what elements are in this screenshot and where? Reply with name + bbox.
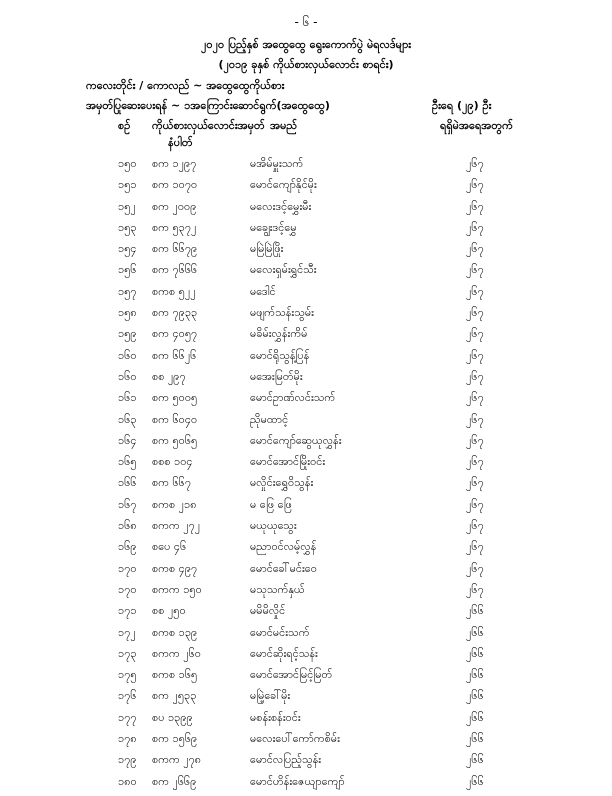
vote-count: ၂၆၇ xyxy=(466,178,484,192)
candidate-id: စပေ ၄၆ xyxy=(152,540,187,554)
table-row xyxy=(0,519,612,540)
candidate-name: မမြဲ့ခေါ်မိုး xyxy=(250,689,291,703)
candidate-id: စကက ၁၅၀ xyxy=(152,582,202,596)
row-number: ၁၆၈ xyxy=(118,519,137,533)
table-row xyxy=(0,626,612,647)
table-row xyxy=(0,775,612,796)
row-number: ၁၆၉ xyxy=(118,540,137,554)
vote-count: ၂၆၇ xyxy=(466,327,484,341)
vote-count: ၂၆၇ xyxy=(466,412,484,426)
vote-count: ၂၆၇ xyxy=(466,540,484,554)
vote-count: ၂၆၇ xyxy=(466,306,484,320)
table-row xyxy=(0,434,612,455)
table-row xyxy=(0,753,612,774)
vote-count: ၂၆၆ xyxy=(466,689,484,703)
row-number: ၁၇၅ xyxy=(118,668,137,682)
vote-count: ၂၆၇ xyxy=(466,433,484,447)
candidate-id: စက ၄၀၅၇ xyxy=(152,327,198,341)
candidate-name: မောင်ရိုသွန့်ပြန် xyxy=(250,348,310,362)
row-number: ၁၅၄ xyxy=(118,242,137,256)
candidate-id: စက ၁၅၆၉ xyxy=(152,732,198,746)
vote-count: ၂၆၇ xyxy=(466,369,484,383)
table-row xyxy=(0,200,612,221)
page-number: - ၆ - xyxy=(294,15,318,29)
candidate-name: မဒေါင် xyxy=(250,284,276,298)
candidate-name: မယုယုသွေး xyxy=(250,519,297,533)
vote-count: ၂၆၆ xyxy=(466,710,484,724)
candidate-id: စက ၇၆၆၆ xyxy=(152,263,198,277)
candidate-id: စက ၆၀၄၀ xyxy=(152,412,198,426)
candidate-id: စက ၆၆၂၆ xyxy=(152,348,197,362)
table-row xyxy=(0,732,612,753)
vote-count: ၂၆၆ xyxy=(466,668,484,682)
row-number: ၁၅၁ xyxy=(118,178,137,192)
document-title: ၂၀၂၀ ပြည့်နှစ် အထွေထွေ ရွေးကောက်ပွဲ မဲရလဒ်များ xyxy=(200,38,412,51)
candidate-name: မ ဖြေ ဖြေ xyxy=(250,497,292,511)
row-number: ၁၅၀ xyxy=(118,157,137,170)
candidate-id: စက ၇၉၃၃ xyxy=(152,306,198,320)
row-number: ၁၅၉ xyxy=(118,327,137,341)
vote-count: ၂၆၇ xyxy=(466,263,484,277)
row-number: ၁၆၇ xyxy=(118,497,137,511)
candidate-name: မောင်မင်းသက် xyxy=(250,625,310,639)
row-number: ၁၆၀ xyxy=(118,369,137,383)
table-row xyxy=(0,562,612,583)
candidate-name: မသုသက်နှယ် xyxy=(250,582,305,596)
candidate-id: စကစ ၁၃၉ xyxy=(152,625,198,639)
candidate-name: မောင်အောင်မြိုးဝင်း xyxy=(250,455,326,469)
vote-count: ၂၆၇ xyxy=(466,561,484,575)
candidate-id: စစ ၂၉၇ xyxy=(152,369,186,383)
vote-count: ၂၆၆ xyxy=(466,732,484,746)
table-row xyxy=(0,476,612,497)
candidate-name: မမြဲမြဲဖြိုး xyxy=(250,242,284,256)
row-number: ၁၅၆ xyxy=(118,263,137,277)
candidate-name: မညာဝင်လမ့်လွှန် xyxy=(250,540,317,554)
candidate-id: စပ ၁၃၉၉ xyxy=(152,710,193,724)
table-row xyxy=(0,242,612,263)
vote-count: ၂၆၆ xyxy=(466,625,484,639)
document-subtitle: (၂၀၁၉ ခုနှစ် ကိုယ်စားလှယ်လောင်း စာရင်း) xyxy=(218,58,394,71)
seats-count: ဦးရေ (၂၉) ဦး xyxy=(432,99,492,112)
row-number: ၁၅၇ xyxy=(118,284,137,298)
candidate-id: စကက ၂၆၀ xyxy=(152,646,201,660)
candidate-name: မအိမ်မှူးသက် xyxy=(250,157,304,170)
row-number: ၁၇၁ xyxy=(118,604,137,618)
row-number: ၁၇၆ xyxy=(118,689,137,703)
vote-count: ၂၆၇ xyxy=(466,220,484,234)
candidate-id: စက ၆၆၇ xyxy=(152,476,192,490)
candidate-id: စက ၅၃၇၂ xyxy=(152,220,197,234)
table-row xyxy=(0,349,612,370)
row-number: ၁၅၈ xyxy=(118,306,137,320)
candidate-id: စကစ ၂၁၈ xyxy=(152,497,197,511)
row-number: ၁၆၅ xyxy=(118,455,137,469)
row-number: ၁၇၂ xyxy=(118,625,136,639)
table-row xyxy=(0,285,612,306)
constituency-heading: အမှတ်ပြုဆေးပေးရန် ~ ၁အကြောင်းဆောင်ရွက်(အထွေထွေ) xyxy=(86,99,330,112)
candidate-name: မောင်ဆိုးရင့်သန်း xyxy=(250,646,318,660)
row-number: ၁၇၇ xyxy=(118,710,137,724)
candidate-name: မမိမိလှိုင် xyxy=(250,604,286,618)
candidate-id: စက ၁၀၇၀ xyxy=(152,178,198,192)
candidate-id: စကစ ၅၂၂ xyxy=(152,284,196,298)
row-number: ၁၆၆ xyxy=(118,476,137,490)
table-row xyxy=(0,583,612,604)
candidate-name: မောင်ခေါ်မင်းဝေ xyxy=(250,561,317,575)
row-number: ၁၆၁ xyxy=(118,391,137,405)
candidate-name: မဖျက်သန်းသွမ်း xyxy=(250,306,314,320)
candidate-name: မောင်ဟိန်းဇေယျာကျော် xyxy=(250,774,345,788)
vote-count: ၂၆၇ xyxy=(466,497,484,511)
column-header-name: အမည် xyxy=(270,119,298,132)
table-row xyxy=(0,327,612,348)
candidate-id: စက ၂၅၃၃ xyxy=(152,689,197,703)
candidate-name: မလှိုင်းရွှေဝိသွန်း xyxy=(250,476,314,490)
candidate-name: မချွေးဒင့်မွှေ xyxy=(250,220,297,234)
candidate-name: ညိုမထာင့် xyxy=(250,412,289,426)
row-number: ၁၆၄ xyxy=(118,433,137,447)
vote-count: ၂၆၇ xyxy=(466,348,484,362)
table-row xyxy=(0,413,612,434)
vote-count: ၂၆၆ xyxy=(466,753,484,767)
candidate-name: မခိမ်းလွှန်းကိမ် xyxy=(250,327,308,341)
candidate-id: စစ ၂၅၀ xyxy=(152,604,186,618)
district-heading: ကလေးတိုင်း / ကောလည် ~ အထွေထွေကိုယ်စား xyxy=(86,79,285,92)
table-row xyxy=(0,604,612,625)
row-number: ၁၇၈ xyxy=(118,732,137,746)
table-row xyxy=(0,689,612,710)
table-row xyxy=(0,540,612,561)
table-row xyxy=(0,306,612,327)
candidate-id: စက ၂၆၆၉ xyxy=(152,774,197,788)
candidate-id: စက ၁၂၉၇ xyxy=(152,157,197,170)
column-header-no: စဉ် xyxy=(118,119,131,132)
candidate-name: မလေးဒင့်မွှေးမီး xyxy=(250,199,312,213)
candidate-name: မောင်ကျော်နိုင်မိုး xyxy=(250,178,317,192)
vote-count: ၂၆၇ xyxy=(466,242,484,256)
results-table xyxy=(0,157,612,796)
candidate-name: မောင်ကျော်ဆွေယုလွှန်း xyxy=(250,433,342,447)
row-number: ၁၈၀ xyxy=(118,774,137,788)
table-row xyxy=(0,221,612,242)
candidate-id: စကစ ၄၉၇ xyxy=(152,561,198,575)
row-number: ၁၆၃ xyxy=(118,412,137,426)
vote-count: ၂၆၇ xyxy=(466,476,484,490)
candidate-id: စကက ၂၇၈ xyxy=(152,753,202,767)
vote-count: ၂၆၇ xyxy=(466,519,484,533)
table-row xyxy=(0,391,612,412)
candidate-name: မလေးပေါ်ကော်ကစိမ်း xyxy=(250,732,340,746)
candidate-name: မလေးရှမ်းရွှင်သီး xyxy=(250,263,317,277)
candidate-name: မအေးမြတ်မိုး xyxy=(250,369,303,383)
candidate-name: မောင်ဥာဏ်လင်းသက် xyxy=(250,391,336,405)
candidate-id: စကက ၂၇၂ xyxy=(152,519,201,533)
candidate-id: စက ၂၀၀၉ xyxy=(152,199,197,213)
candidate-id: စက ၅၀၆၅ xyxy=(152,433,198,447)
vote-count: ၂၆၆ xyxy=(466,646,484,660)
row-number: ၁၆၀ xyxy=(118,348,137,362)
row-number: ၁၅၂ xyxy=(118,199,136,213)
candidate-name: မောင်လပြည့်သွန်း xyxy=(250,753,322,767)
candidate-id: စကစ ၁၆၅ xyxy=(152,668,198,682)
vote-count: ၂၆၆ xyxy=(466,774,484,788)
table-row xyxy=(0,455,612,476)
column-header-id-sub: နံပါတ် xyxy=(168,136,193,149)
table-row xyxy=(0,178,612,199)
row-number: ၁၇၀ xyxy=(118,561,137,575)
candidate-name: မစန်းစန်းဝင်း xyxy=(250,710,301,724)
table-row xyxy=(0,157,612,178)
candidate-id: စစစ ၁၀၄ xyxy=(152,455,193,469)
table-row xyxy=(0,498,612,519)
column-header-id: ကိုယ်စားလှယ်လောင်းအမှတ် xyxy=(152,119,265,132)
row-number: ၁၇၀ xyxy=(118,582,137,596)
vote-count: ၂၆၆ xyxy=(466,604,484,618)
candidate-id: စက ၆၆၇၉ xyxy=(152,242,198,256)
vote-count: ၂၆၇ xyxy=(466,284,484,298)
row-number: ၁၇၃ xyxy=(118,646,137,660)
candidate-id: စက ၅၀၀၅ xyxy=(152,391,198,405)
vote-count: ၂၆၇ xyxy=(466,199,484,213)
table-row xyxy=(0,263,612,284)
table-row xyxy=(0,370,612,391)
column-header-votes: ရရှိမဲအရေအတွက် xyxy=(440,119,513,132)
vote-count: ၂၆၇ xyxy=(466,157,484,170)
table-row xyxy=(0,711,612,732)
table-row xyxy=(0,647,612,668)
row-number: ၁၇၉ xyxy=(118,753,137,767)
vote-count: ၂၆၇ xyxy=(466,582,484,596)
vote-count: ၂၆၇ xyxy=(466,391,484,405)
table-row xyxy=(0,668,612,689)
row-number: ၁၅၃ xyxy=(118,220,137,234)
vote-count: ၂၆၇ xyxy=(466,455,484,469)
candidate-name: မောင်အောင်မြင့်မြတ် xyxy=(250,668,333,682)
